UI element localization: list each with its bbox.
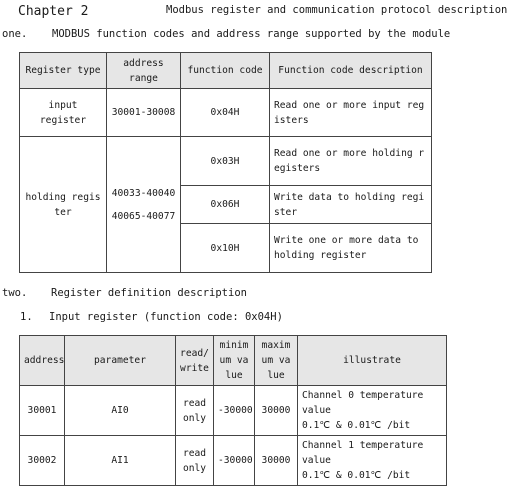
table-row xyxy=(20,436,447,486)
table-row xyxy=(20,386,447,436)
function-code-table xyxy=(19,52,432,273)
parameter-cell: AI1 xyxy=(65,436,176,486)
parameter-cell: AI0 xyxy=(65,386,176,436)
register-type-cell: input register xyxy=(20,89,107,137)
chapter-heading xyxy=(18,3,507,19)
illustrate-cell xyxy=(298,436,447,486)
illustrate-line: 0.1℃ & 0.01℃ /bit xyxy=(302,470,411,481)
maximum-value-cell: 30000 xyxy=(255,436,298,486)
table-header-row xyxy=(20,53,432,89)
column-header: read/write xyxy=(176,336,214,386)
address-range-cell xyxy=(107,137,181,273)
function-code-cell: 0x03H xyxy=(181,137,270,186)
illustrate-line: Channel 0 temperature value xyxy=(302,390,424,416)
read-write-cell: read only xyxy=(176,436,214,486)
chapter-title: Chapter 2 xyxy=(18,4,89,19)
section-heading-2 xyxy=(2,287,247,299)
address-cell: 30001 xyxy=(20,386,65,436)
function-code-cell: 0x06H xyxy=(181,186,270,224)
address-cell: 30002 xyxy=(20,436,65,486)
column-header: address range xyxy=(107,53,181,89)
function-description-cell: Read one or more input registers xyxy=(270,89,432,137)
column-header: function code xyxy=(181,53,270,89)
column-header: address xyxy=(20,336,65,386)
address-range-cell: 30001-30008 xyxy=(107,89,181,137)
minimum-value-cell: -30000 xyxy=(214,436,255,486)
register-type-cell: holding register xyxy=(20,137,107,273)
subsection-heading xyxy=(20,311,283,323)
function-description-cell: Write one or more data to holding register xyxy=(270,224,432,273)
minimum-value-cell: -30000 xyxy=(214,386,255,436)
table-header-row xyxy=(20,336,447,386)
section-number: one. xyxy=(2,28,28,40)
table-row xyxy=(20,89,432,137)
column-header: illustrate xyxy=(298,336,447,386)
illustrate-line: 0.1℃ & 0.01℃ /bit xyxy=(302,420,411,431)
column-header: maximum value xyxy=(255,336,298,386)
section-heading-1 xyxy=(2,28,451,40)
column-header: Function code description xyxy=(270,53,432,89)
read-write-cell: read only xyxy=(176,386,214,436)
function-description-cell: Read one or more holding registers xyxy=(270,137,432,186)
function-code-cell: 0x04H xyxy=(181,89,270,137)
subsection-number: 1. xyxy=(20,311,33,323)
section-title: MODBUS function codes and address range supported by the module xyxy=(52,28,451,40)
column-header: minimum value xyxy=(214,336,255,386)
function-description-cell: Write data to holding register xyxy=(270,186,432,224)
section-title: Register definition description xyxy=(51,287,247,299)
illustrate-line: Channel 1 temperature value xyxy=(302,440,424,466)
section-number: two. xyxy=(2,287,28,299)
column-header: parameter xyxy=(65,336,176,386)
table-row xyxy=(20,137,432,186)
address-range-b: 40065-40077 xyxy=(111,210,176,222)
illustrate-cell xyxy=(298,386,447,436)
input-register-table xyxy=(19,335,447,486)
column-header: Register type xyxy=(20,53,107,89)
chapter-subtitle: Modbus register and communication protocol description xyxy=(166,4,507,16)
subsection-title: Input register (function code: 0x04H) xyxy=(49,311,283,323)
function-code-cell: 0x10H xyxy=(181,224,270,273)
address-range-a: 40033-40040 xyxy=(111,187,176,199)
maximum-value-cell: 30000 xyxy=(255,386,298,436)
